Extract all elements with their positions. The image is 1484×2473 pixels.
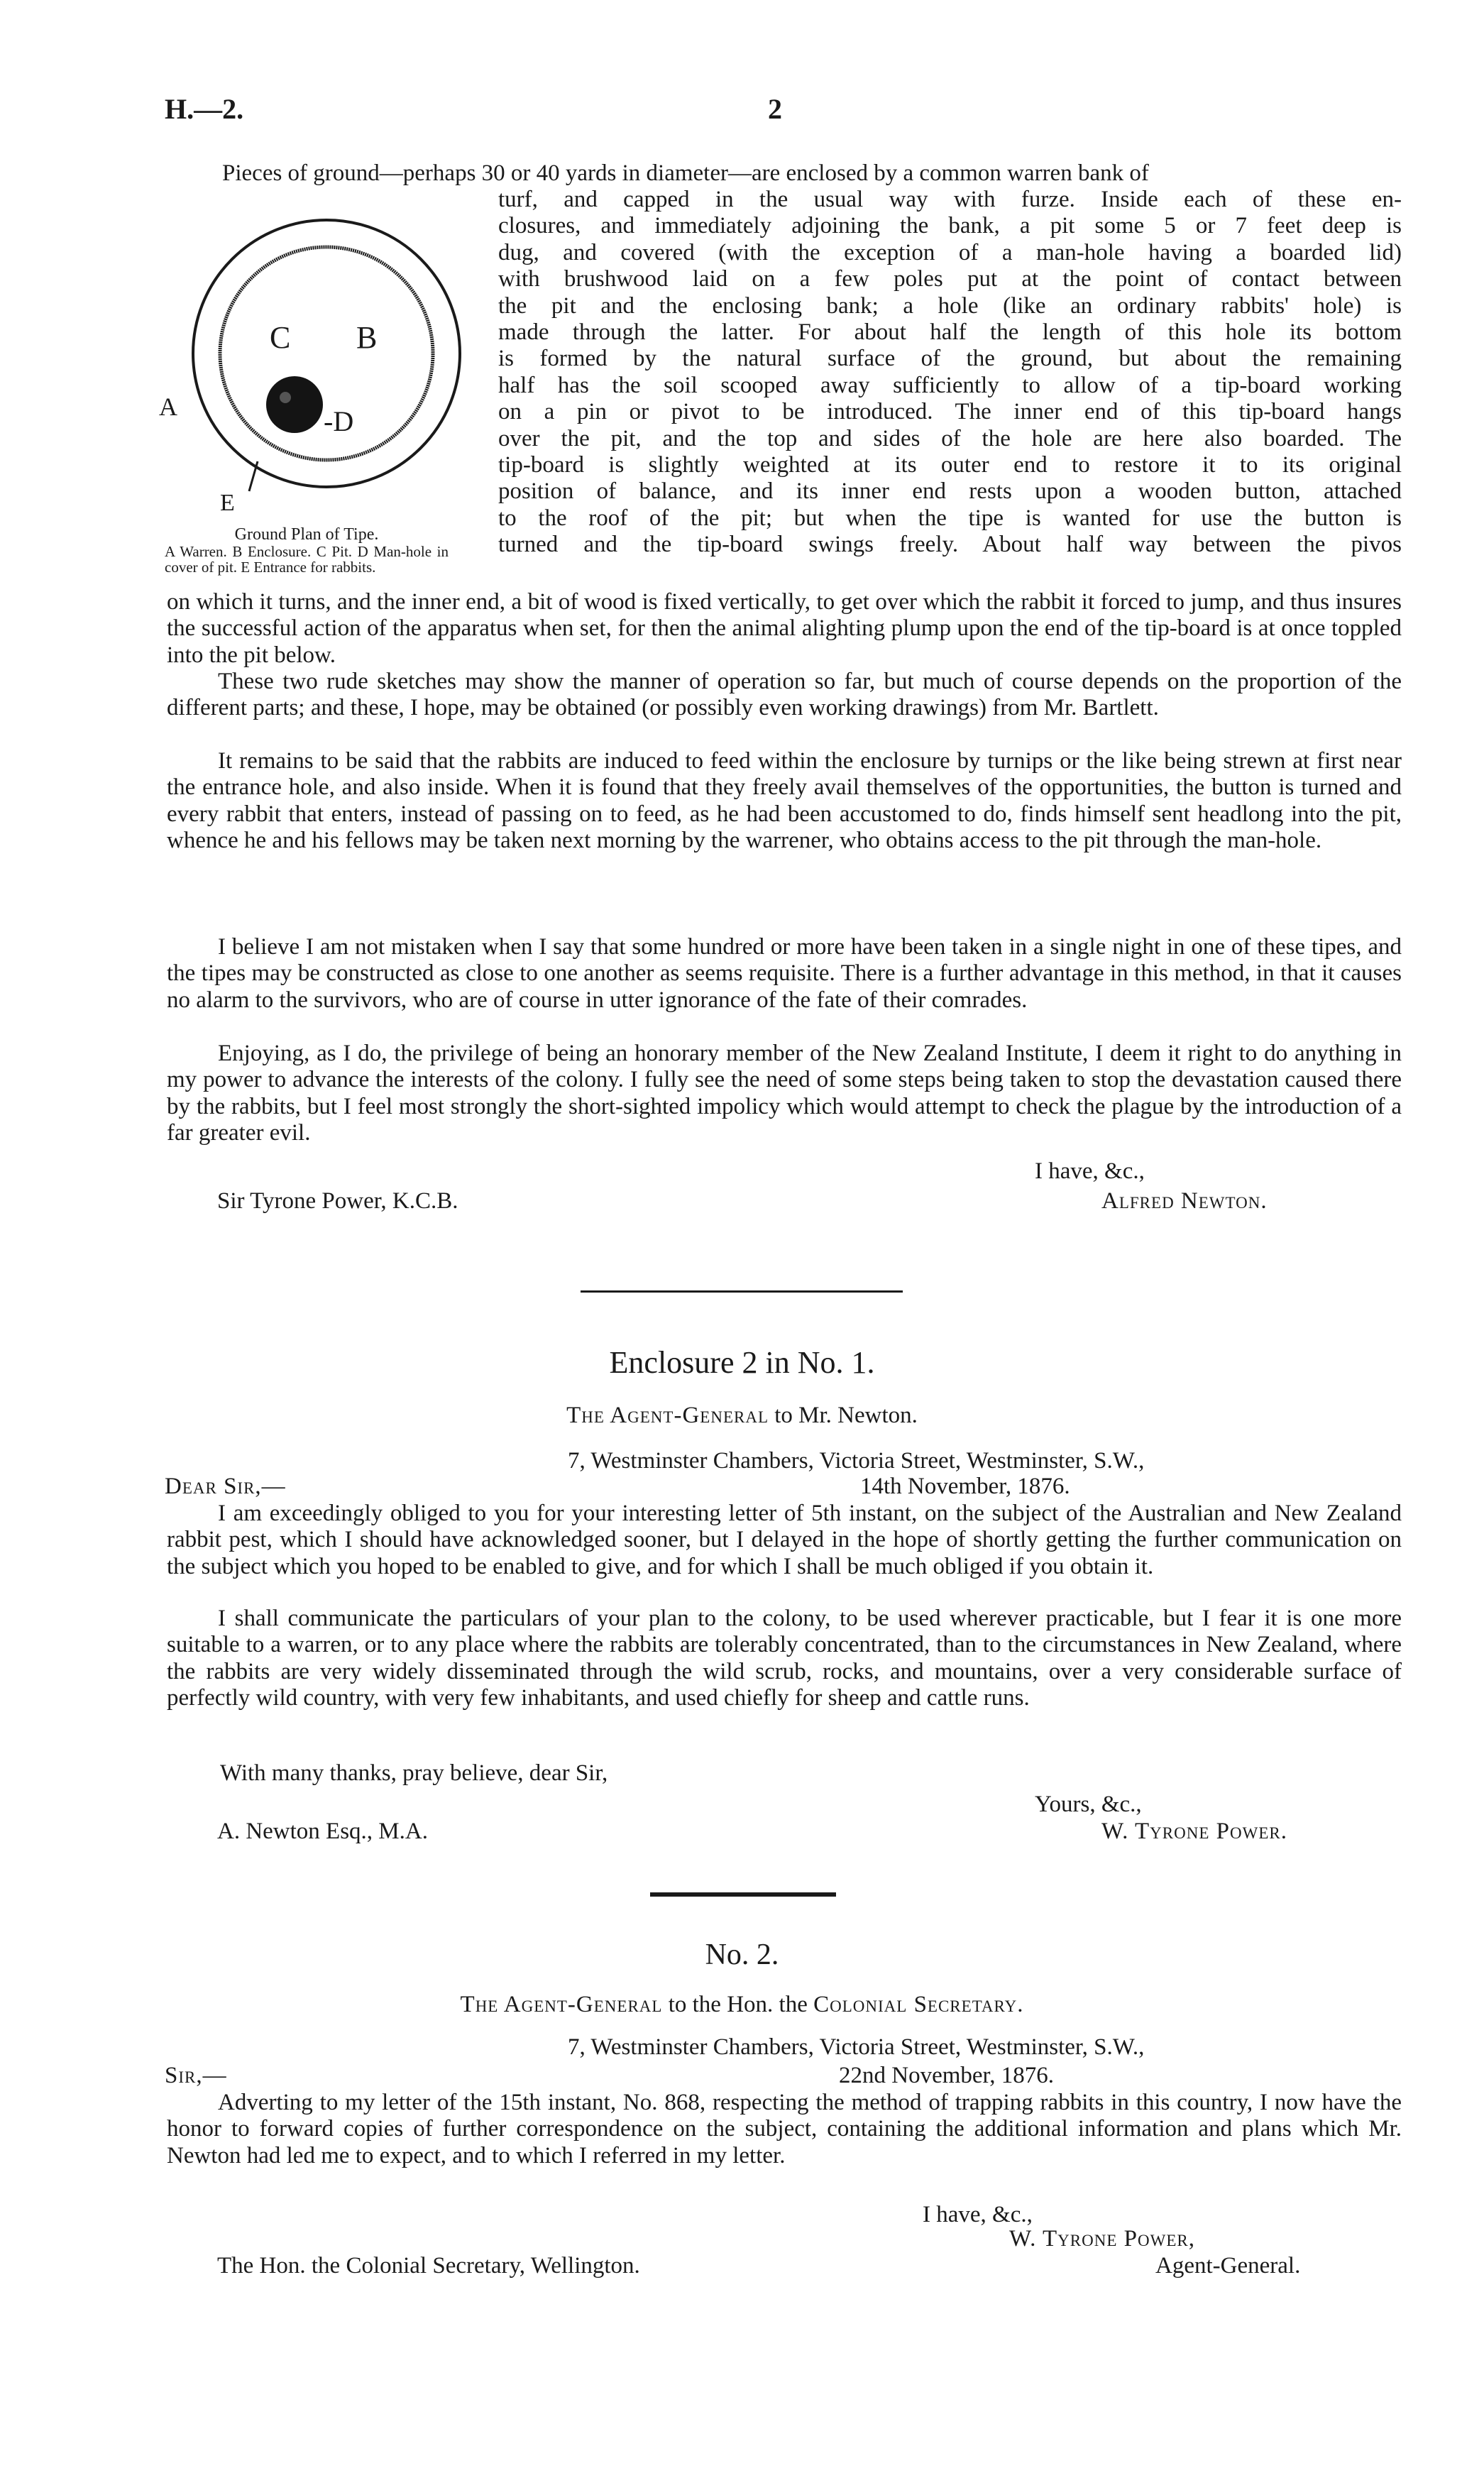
no2-subtitle-to: Colonial Secretary.: [813, 1992, 1024, 2017]
wrap-line: turf, and capped in the usual way with furze. Inside each of these en-: [498, 187, 1402, 212]
tipe-diagram: [156, 206, 483, 532]
enclosure2-date: 14th November, 1876.: [860, 1474, 1070, 1499]
label-a: A: [159, 393, 177, 421]
no2-subtitle-mid: to the Hon. the: [668, 1992, 808, 2017]
no2-subtitle: [0, 1992, 1484, 2018]
no2-signature-title: Agent-General.: [1155, 2253, 1301, 2279]
figure-caption: [165, 527, 449, 575]
letter1-paragraph-opening: Pieces of ground—perhaps 30 or 40 yards in diameter—are enclosed by a common warren bank of: [222, 160, 1149, 186]
enclosure2-address: 7, Westminster Chambers, Victoria Street, Westminster, S.W.,: [568, 1448, 1145, 1474]
wrap-line: is formed by the natural surface of the ground, but about the remaining: [498, 346, 1402, 372]
letter1-closing: I have, &c.,: [1035, 1158, 1145, 1184]
no2-title: No. 2.: [705, 1939, 779, 1971]
no2-closing: I have, &c.,: [923, 2202, 1033, 2227]
letter1-addressee: Sir Tyrone Power, K.C.B.: [217, 1188, 458, 1214]
enclosure2-closing: Yours, &c.,: [1035, 1792, 1142, 1817]
section-divider: [581, 1290, 903, 1293]
wrap-line: half has the soil scooped away sufficiently to allow of a tip-board working: [498, 372, 1402, 398]
manhole-mark: [280, 392, 291, 403]
page-number: 2: [768, 93, 782, 125]
wrap-line: made through the latter. For about half the length of this hole its bottom: [498, 319, 1402, 346]
wrap-line: on a pin or pivot to be introduced. The inner end of this tip-board hangs: [498, 399, 1402, 425]
enclosure2-subtitle: [0, 1403, 1484, 1429]
enclosure2-salutation: Dear Sir,—: [165, 1474, 286, 1499]
figure-caption-title: Ground Plan of Tipe.: [234, 525, 379, 544]
enclosure2-paragraph-1: I am exceedingly obliged to you for your interesting letter of 5th instant, on the subject of the Australian and New Zealand rabbit pest, which I should have acknowledged sooner, but I delayed in the hope of shortly getting the further communication on the subject which you hoped to be enabled to give, and for which I shall be much obliged if you obtain it.: [167, 1501, 1402, 1579]
letter1-paragraph-5: Enjoying, as I do, the privilege of being an honorary member of the New Zealand Institute, I deem it right to do anything in my power to advance the interests of the colony. I fully see the need of some steps being taken to stop the devastation caused there by the rabbits, but I feel most strongly the short-sighted impolicy which would attempt to check the plague by the introduction of a far greater evil.: [167, 1041, 1402, 1146]
letter1-signature: Alfred Newton.: [1101, 1188, 1268, 1214]
section-divider-heavy: [650, 1892, 836, 1897]
label-c: C: [270, 320, 291, 355]
no2-salutation: Sir,—: [165, 2063, 227, 2088]
enclosure2-paragraph-3: With many thanks, pray believe, dear Sir,: [220, 1760, 608, 1786]
pit-shape: [266, 376, 323, 433]
wrap-line: with brushwood laid on a few poles put at the point of contact between: [498, 266, 1402, 292]
enclosure2-title: Enclosure 2 in No. 1.: [609, 1345, 875, 1380]
enclosure2-paragraph-2: I shall communicate the particulars of your plan to the colony, to be used wherever practicable, but I fear it is one more suitable to a warren, or to any place where the rabbits are tolerably concentrated, than to the circumstances in New Zealand, where the rabbits are very widely disseminated through the wild scrub, rocks, and mountains, over a very considerable surface of perfectly wild country, with very few inhabitants, and used chiefly for sheep and cattle runs.: [167, 1606, 1402, 1711]
no2-subtitle-from: The Agent-General: [460, 1992, 663, 2017]
wrap-line: to the roof of the pit; but when the tipe is wanted for use the button is: [498, 505, 1402, 531]
letter1-paragraph-2: These two rude sketches may show the manner of operation so far, but much of course depends on the proportion of the different parts; and these, I hope, may be obtained (or possibly even working drawings) from Mr. Bartlett.: [167, 669, 1402, 721]
wrap-line: closures, and immediately adjoining the bank, a pit some 5 or 7 feet deep is: [498, 213, 1402, 239]
wrap-line: tip-board is slightly weighted at its outer end to restore it to its original: [498, 452, 1402, 478]
wrap-line: position of balance, and its inner end rests upon a wooden button, attached: [498, 478, 1402, 505]
no2-paragraph-1: Adverting to my letter of the 15th instant, No. 868, respecting the method of trapping rabbits in this country, I now have the honor to forward copies of further correspondence on the subject, containing the additional information and plans which Mr. Newton had led me to expect, and to which I referred in my letter.: [167, 2090, 1402, 2168]
no2-date: 22nd November, 1876.: [839, 2063, 1054, 2088]
label-d: -D: [324, 405, 354, 437]
label-e: E: [220, 490, 235, 516]
warren-circle: [193, 220, 460, 487]
enclosure2-addressee: A. Newton Esq., M.A.: [217, 1819, 428, 1844]
no2-addressee: The Hon. the Colonial Secretary, Wellington.: [217, 2253, 640, 2279]
letter1-wrapped-text: [498, 187, 1402, 559]
enclosure2-subtitle-to: to Mr. Newton.: [774, 1403, 918, 1428]
wrap-line: over the pit, and the top and sides of the hole are here also boarded. The: [498, 425, 1402, 451]
enclosure2-signature: W. Tyrone Power.: [1101, 1819, 1287, 1844]
wrap-line: turned and the tip-board swings freely. About half way between the pivos: [498, 532, 1402, 558]
letter1-paragraph-3: It remains to be said that the rabbits are induced to feed within the enclosure by turnips or the like being strewn at first near the entrance hole, and also inside. When it is found that they freely avail themselves of the opportunities, the button is turned and every rabbit that enters, instead of passing on to feed, as he had been accustomed to do, finds himself sent headlong into the pit, whence he and his fellows may be taken next morning by the warrener, who obtains access to the pit through the man-hole.: [167, 748, 1402, 854]
enclosure2-subtitle-from: The Agent-General: [566, 1403, 769, 1428]
wrap-line: the pit and the enclosing bank; a hole (like an ordinary rabbits' hole) is: [498, 292, 1402, 319]
no2-signature: W. Tyrone Power,: [1009, 2226, 1195, 2252]
label-b: B: [356, 320, 378, 355]
letter1-paragraph-4: I believe I am not mistaken when I say that some hundred or more have been taken in a single night in one of these tipes, and the tipes may be constructed as close to one another as seems requisite. There is a further advantage in this method, in that it causes no alarm to the survivors, who are of course in utter ignorance of the fate of their comrades.: [167, 934, 1402, 1013]
no2-address: 7, Westminster Chambers, Victoria Street, Westminster, S.W.,: [568, 2034, 1145, 2060]
figure-caption-text: A Warren. B Enclosure. C Pit. D Man-hole in cover of pit. E Entrance for rabbits.: [165, 543, 449, 576]
document-reference: H.—2.: [165, 93, 244, 125]
wrap-line: dug, and covered (with the exception of a man-hole having a boarded lid): [498, 239, 1402, 265]
letter1-paragraph-continued: on which it turns, and the inner end, a bit of wood is fixed vertically, to get over which the rabbit it forced to jump, and thus insures the successful action of the apparatus when set, for then the animal alighting plump upon the end of the tip-board is at once toppled into the pit below.: [167, 589, 1402, 668]
